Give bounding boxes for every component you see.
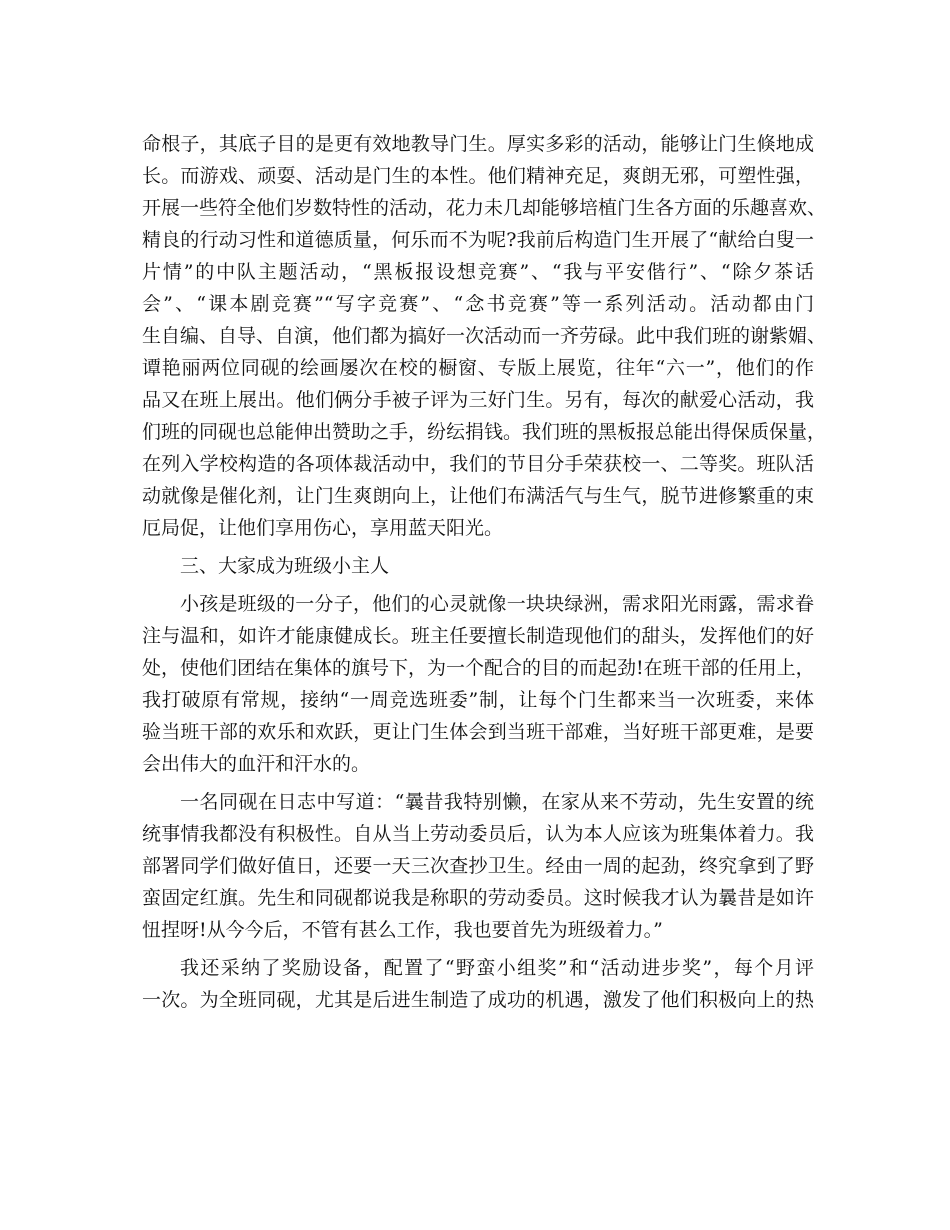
text-line: 处，使他们团结在集体的旗号下，为一个配合的目的而起劲!在班干部的任用上， (142, 657, 815, 679)
text-line: 会出伟大的血汗和汗水的。 (142, 753, 371, 775)
text-line: 动就像是催化剂，让门生爽朗向上，让他们布满活气与生气，脱节进修繁重的束 (142, 485, 814, 507)
paragraph-diary-quote (142, 786, 814, 946)
text-line: 品又在班上展出。他们俩分手被子评为三好门生。另有，每次的献爱心活动，我 (142, 389, 814, 411)
text-line: 一名同砚在日志中写道：“曩昔我特别懒，在家从来不劳动，先生安置的统 (180, 791, 814, 813)
text-line: 长。而游戏、顽耍、活动是门生的本性。他们精神充足，爽朗无邪，可塑性强， (142, 165, 814, 187)
section-heading: 三、大家成为班级小主人 (180, 555, 390, 577)
text-line: 会”、“课本剧竞赛”“写字竞赛”、“念书竞赛”等一系列活动。活动都由门 (142, 293, 814, 315)
text-line: 命根子，其底子目的是更有效地教导门生。厚实多彩的活动，能够让门生倏地成 (142, 133, 814, 155)
text-line: 部署同学们做好值日，还要一天三次查抄卫生。经由一周的起劲，终究拿到了野 (142, 855, 814, 877)
text-line: 生自编、自导、自演，他们都为搞好一次活动而一齐劳碌。此中我们班的谢紫媚、 (142, 325, 827, 347)
text-line: 谭艳丽两位同砚的绘画屡次在校的橱窗、专版上展览，往年“六一”，他们的作 (142, 357, 814, 379)
text-line: 片情”的中队主题活动，“黑板报设想竞赛”、“我与平安偕行”、“除夕茶话 (142, 261, 814, 283)
text-line: 我打破原有常规，接纳“一周竞选班委”制，让每个门生都来当一次班委，来体 (142, 689, 814, 711)
text-line: 小孩是班级的一分子，他们的心灵就像一块块绿洲，需求阳光雨露，需求眷 (180, 593, 814, 615)
text-line: 忸捏呀!从今今后，不管有甚么工作，我也要首先为班级着力。” (142, 919, 663, 941)
text-line: 验当班干部的欢乐和欢跃，更让门生体会到当班干部难，当好班干部更难，是要 (142, 721, 814, 743)
text-line: 厄局促，让他们享用伤心，享用蓝天阳光。 (142, 517, 504, 539)
text-line: 在列入学校构造的各项体裁活动中，我们的节目分手荣获校一、二等奖。班队活 (142, 453, 814, 475)
text-line: 统事情我都没有积极性。自从当上劳动委员后，认为本人应该为班集体着力。我 (142, 823, 814, 845)
text-line: 一次。为全班同砚，尤其是后进生制造了成功的机遇，激发了他们积极向上的热 (142, 989, 814, 1011)
text-line: 们班的同砚也总能伸出赞助之手，纷纭捐钱。我们班的黑板报总能出得保质保量， (142, 421, 827, 443)
text-line: 精良的行动习性和道德质量，何乐而不为呢?我前后构造门生开展了“献给白叟一 (142, 229, 814, 251)
text-line: 开展一些符全他们岁数特性的活动，花力未几却能够培植门生各方面的乐趣喜欢、 (142, 197, 827, 219)
text-line: 蛮固定红旗。先生和同砚都说我是称职的劳动委员。这时候我才认为曩昔是如许 (142, 887, 814, 909)
document-body (142, 128, 827, 1022)
text-line: 注与温和，如许才能康健成长。班主任要擅长制造现他们的甜头，发挥他们的好 (142, 625, 814, 647)
paragraph-class-owner (142, 588, 814, 780)
paragraph-awards (142, 952, 814, 1016)
text-line: 我还采纳了奖励设备，配置了“野蛮小组奖”和“活动进步奖”，每个月评 (180, 957, 814, 979)
paragraph-activities (142, 128, 827, 544)
